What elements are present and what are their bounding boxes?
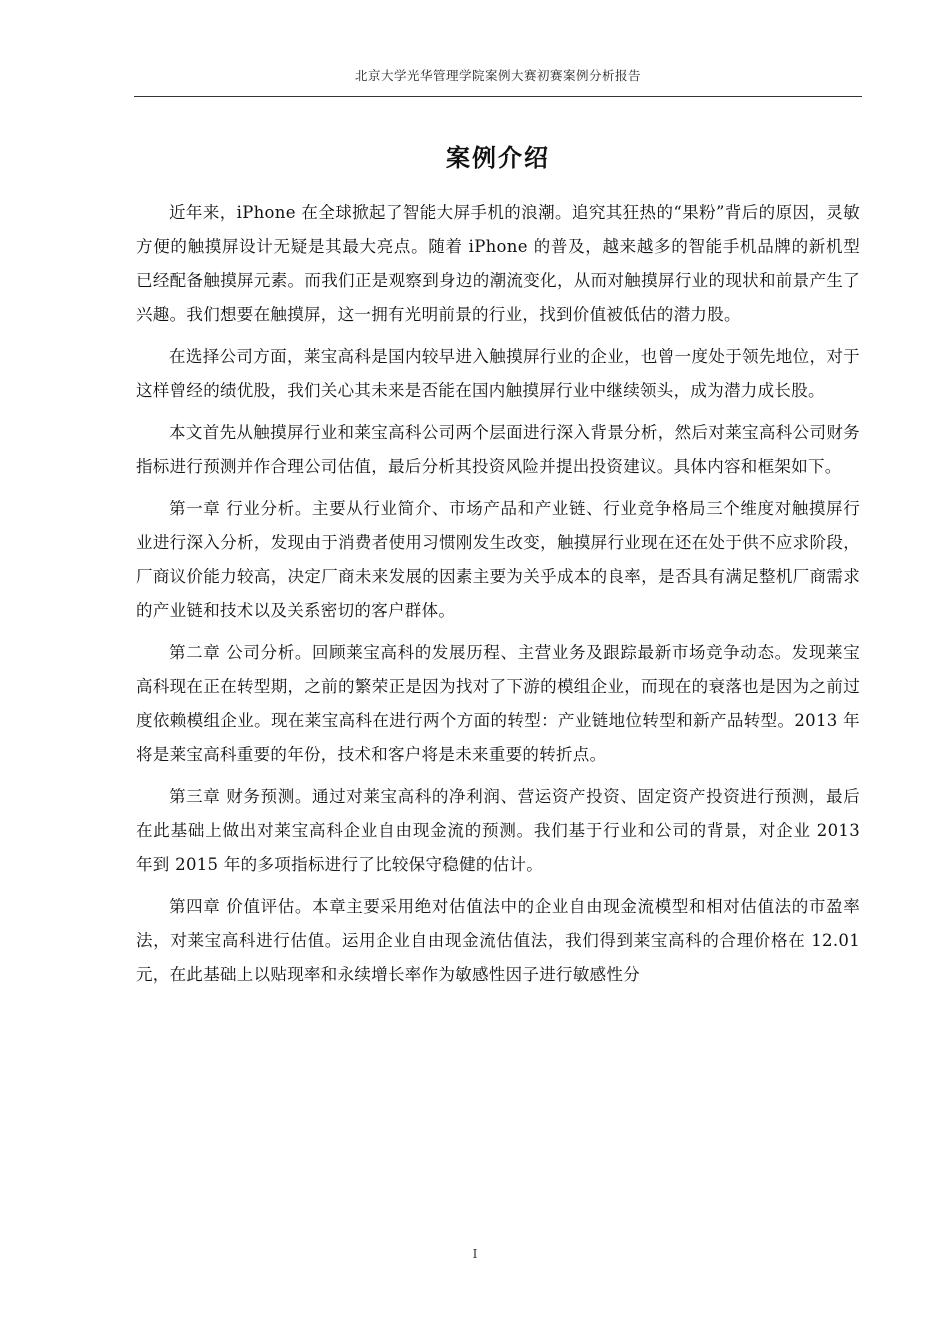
page-number: I (472, 1247, 478, 1261)
paragraph-intro: 近年来，iPhone 在全球掀起了智能大屏手机的浪潮。追究其狂热的“果粉”背后的原因，灵敏方便的触摸屏设计无疑是其最大亮点。随着 iPhone 的普及，越来越多的智能手机品牌的新机型已经配备触摸屏元素。而我们正是观察到身边的潮流变化，从而对触摸屏行业的现状和前景产生了兴趣。我们想要在触摸屏，这一拥有光明前景的行业，找到价值被低估的潜力股。 (136, 203, 860, 324)
header-divider (134, 96, 862, 97)
paragraph-chapter-1: 第一章 行业分析。主要从行业简介、市场产品和产业链、行业竞争格局三个维度对触摸屏行业进行深入分析，发现由于消费者使用习惯刚发生改变，触摸屏行业现在还在处于供不应求阶段，厂商议价能力较高，决定厂商未来发展的因素主要为关乎成本的良率，是否具有满足整机厂商需求的产业链和技术以及关系密切的客户群体。 (136, 499, 860, 620)
paragraph-company-selection: 在选择公司方面，莱宝高科是国内较早进入触摸屏行业的企业，也曾一度处于领先地位，对于这样曾经的绩优股，我们关心其未来是否能在国内触摸屏行业中继续领头，成为潜力成长股。 (136, 347, 860, 400)
paragraph-overview: 本文首先从触摸屏行业和莱宝高科公司两个层面进行深入背景分析，然后对莱宝高科公司财务指标进行预测并作合理公司估值，最后分析其投资风险并提出投资建议。具体内容和框架如下。 (136, 423, 860, 476)
paragraph-chapter-4: 第四章 价值评估。本章主要采用绝对估值法中的企业自由现金流模型和相对估值法的市盈率法，对莱宝高科进行估值。运用企业自由现金流估值法，我们得到莱宝高科的合理价格在 12.01 元，在此基础上以贴现率和永续增长率作为敏感性因子进行敏感性分 (136, 897, 860, 984)
running-header: 北京大学光华管理学院案例大赛初赛案例分析报告 (354, 68, 641, 83)
paragraph-chapter-3: 第三章 财务预测。通过对莱宝高科的净利润、营运资产投资、固定资产投资进行预测，最后在此基础上做出对莱宝高科企业自由现金流的预测。我们基于行业和公司的背景，对企业 2013 年到 2015 年的多项指标进行了比较保守稳健的估计。 (136, 787, 860, 874)
section-title: 案例介绍 (446, 144, 550, 172)
body-text (136, 196, 860, 1000)
paragraph-chapter-2: 第二章 公司分析。回顾莱宝高科的发展历程、主营业务及跟踪最新市场竞争动态。发现莱宝高科现在正在转型期，之前的繁荣正是因为找对了下游的模组企业，而现在的衰落也是因为之前过度依赖模组企业。现在莱宝高科在进行两个方面的转型：产业链地位转型和新产品转型。2013 年将是莱宝高科重要的年份，技术和客户将是未来重要的转折点。 (136, 643, 860, 764)
